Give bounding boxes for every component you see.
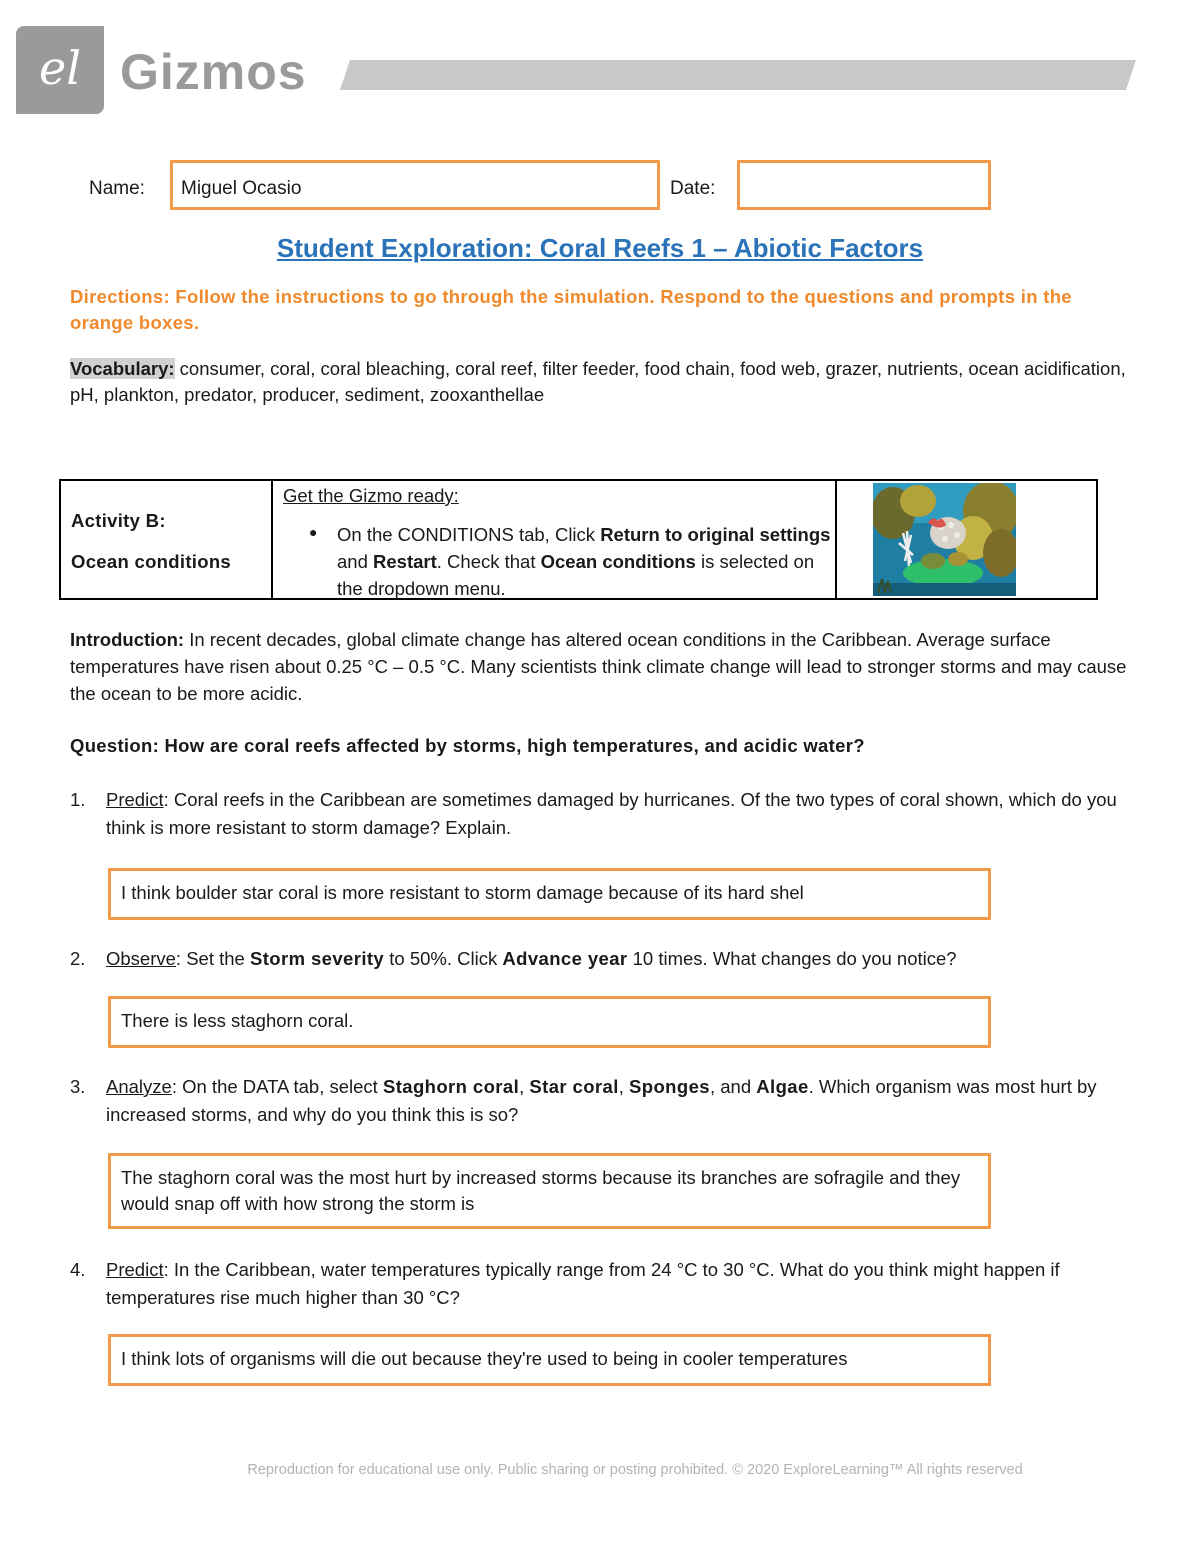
introduction (70, 626, 1130, 707)
answer-text: I think lots of organisms will die out because they're used to being in cooler temperatures (121, 1348, 848, 1369)
question-number: 1. (70, 789, 86, 810)
question-number: 4. (70, 1259, 86, 1280)
name-field[interactable] (170, 160, 660, 210)
question-text: Predict: In the Caribbean, water temperatures typically range from 24 °C to 30 °C. What do you think might happen if temperatures rise much higher than 30 °C? (106, 1259, 1060, 1308)
activity-label: Activity B: (71, 510, 166, 531)
name-value: Miguel Ocasio (181, 178, 302, 199)
name-label: Name: (89, 178, 145, 199)
brand-name: Gizmos (120, 44, 307, 100)
page-title: Student Exploration: Coral Reefs 1 – Abiotic Factors (276, 233, 924, 263)
bullet-icon: ● (309, 524, 318, 540)
copyright-footer: Reproduction for educational use only. Public sharing or posting prohibited. © 2020 ExploreLearning™ All rights reserved (247, 1462, 1023, 1478)
activity-table (59, 479, 1098, 600)
answer-text: There is less staghorn coral. (121, 1010, 354, 1031)
introduction-label: Introduction: (70, 629, 185, 650)
answer-box-1[interactable] (108, 868, 991, 920)
directions: Directions: Follow the instructions to go through the simulation. Respond to the questions and prompts in the orange boxes. (70, 286, 1072, 333)
vocabulary-text: consumer, coral, coral bleaching, coral reef, filter feeder, food chain, food web, grazer, nutrients, ocean acidification, pH, plankton, predator, producer, sediment, zooxanthellae (70, 358, 1126, 405)
coral-reef-image (873, 483, 1016, 596)
answer-box-3[interactable] (108, 1153, 991, 1229)
table-divider (271, 481, 273, 598)
question-number: 3. (70, 1076, 86, 1097)
date-label: Date: (670, 178, 716, 199)
question-text: Analyze: On the DATA tab, select Staghorn coral, Star coral, Sponges, and Algae. Which organism was most hurt by increased storms, and why do you think this is so? (106, 1076, 1097, 1125)
question-text: Observe: Set the Storm severity to 50%. Click Advance year 10 times. What changes do you notice? (106, 948, 957, 969)
answer-text: The staghorn coral was the most hurt by increased storms because its branches are sofragile and they would snap off with how strong the storm is (121, 1167, 961, 1214)
activity-subtitle: Ocean conditions (71, 551, 232, 572)
coral-reef-illustration (873, 483, 1016, 596)
question-text: Predict: Coral reefs in the Caribbean are sometimes damaged by hurricanes. Of the two types of coral shown, which do you think is more resistant to storm damage? Explain. (106, 789, 1117, 838)
get-ready-heading: Get the Gizmo ready: (283, 485, 459, 506)
logo-glyph: el (39, 41, 81, 95)
answer-box-4[interactable] (108, 1334, 991, 1386)
answer-text: I think boulder star coral is more resistant to storm damage because of its hard shel (121, 882, 804, 903)
question-number: 2. (70, 948, 86, 969)
answer-box-2[interactable] (108, 996, 991, 1048)
date-field[interactable] (737, 160, 991, 210)
main-question: Question: How are coral reefs affected by storms, high temperatures, and acidic water? (70, 735, 865, 756)
vocabulary (70, 356, 1140, 408)
vocabulary-label: Vocabulary: (70, 358, 175, 379)
header-bar (340, 60, 1136, 90)
setup-instructions: On the CONDITIONS tab, Click Return to original settings and Restart. Check that Ocean conditions is selected on the dropdown menu. (337, 524, 831, 599)
gizmos-logo (16, 26, 104, 114)
introduction-text: In recent decades, global climate change has altered ocean conditions in the Caribbean. Average surface temperatures have risen about 0.25 °C – 0.5 °C. Many scientists think climate change will lead to stronger storms and may cause the ocean to be more acidic. (70, 629, 1127, 704)
